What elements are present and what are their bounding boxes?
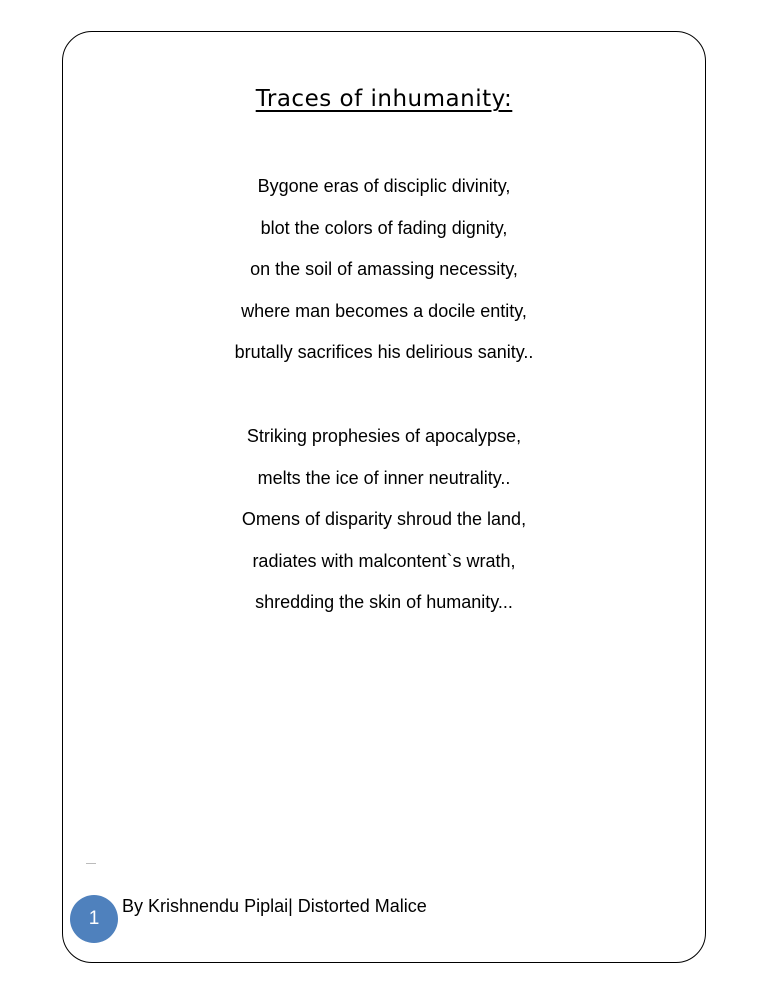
poem-title: Traces of inhumanity: (255, 86, 513, 112)
poem-line: radiates with malcontent`s wrath, (252, 550, 516, 571)
poem-line: blot the colors of fading dignity, (260, 217, 508, 238)
poem-line: melts the ice of inner neutrality.. (257, 467, 511, 488)
poem-line: Striking prophesies of apocalypse, (246, 426, 522, 446)
stanza-2 (0, 422, 768, 630)
poem-line: Omens of disparity shroud the land, (241, 509, 527, 530)
divider-mark (86, 863, 96, 864)
stanza-1 (0, 172, 768, 380)
poem-line: shredding the skin of humanity... (255, 592, 513, 613)
poem-line: Bygone eras of disciplic divinity, (257, 176, 511, 196)
footer-byline: By Krishnendu Piplai| Distorted Malice (122, 896, 427, 916)
poem-line: where man becomes a docile entity, (241, 300, 527, 321)
page-number-badge: 1 (70, 895, 118, 943)
poem-line: brutally sacrifices his delirious sanity.. (234, 342, 534, 363)
poem-line: on the soil of amassing necessity, (250, 259, 518, 280)
